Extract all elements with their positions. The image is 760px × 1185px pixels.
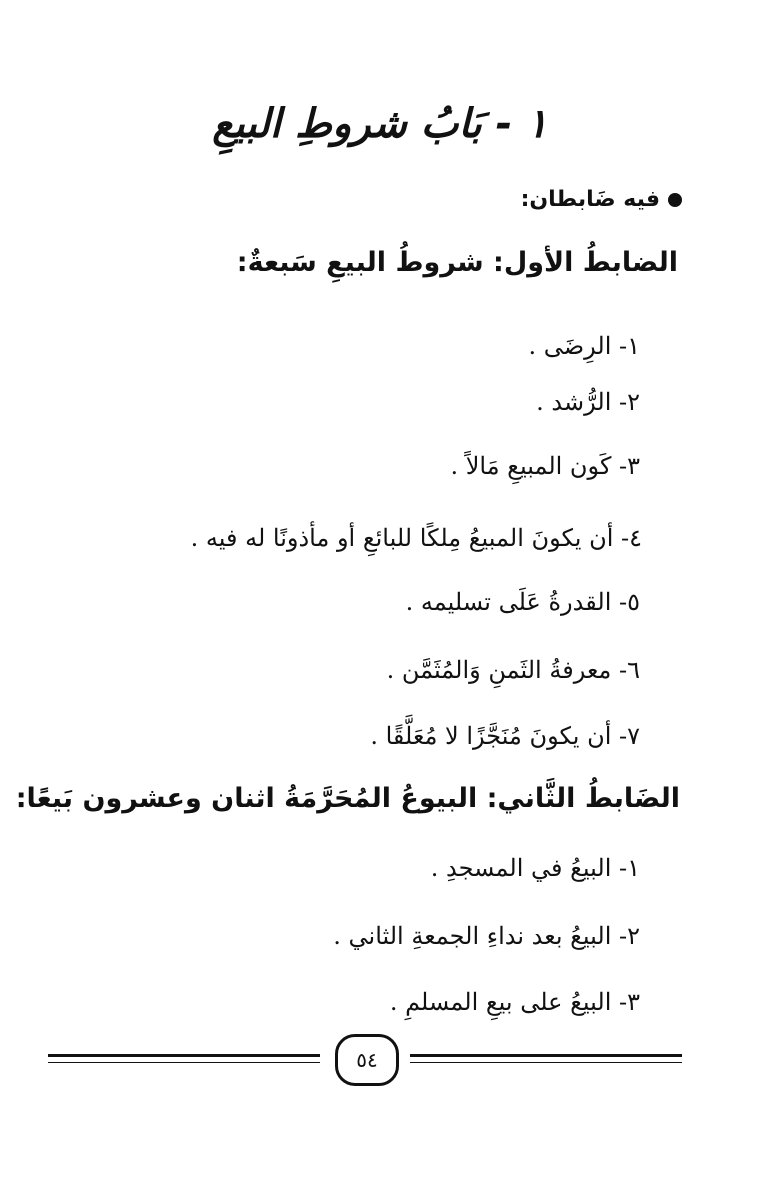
list-item: ٥- القدرةُ عَلَى تسليمه . [405,588,640,616]
list-item: ٢- البيعُ بعد نداءِ الجمعةِ الثاني . [333,922,640,950]
intro-line [62,182,682,218]
list-item: ٣- البيعُ على بيعِ المسلمِ . [389,988,640,1016]
page-number-badge [335,1034,399,1086]
chapter-title: ١ - بَابُ شروطِ البيعِ [212,101,548,147]
intro-text: فيه ضَابطان: [520,187,660,212]
list-item: ٤- أن يكونَ المبيعُ مِلكًا للبائعِ أو مأذونًا له فيه . [190,524,642,552]
list-item: ٣- كَون المبيعِ مَالاً . [450,452,640,480]
footer-rule-left-thin [48,1062,320,1063]
section1-heading: الضابطُ الأول: شروطُ البيعِ سَبعةٌ: [236,247,678,278]
list-item: ١- الرِضَى . [528,332,640,360]
page-number: ٥٤ [356,1048,378,1072]
footer-rule-left [48,1054,320,1057]
footer-rule-right [410,1054,682,1057]
list-item: ٦- معرفةُ الثَمنِ وَالمُثَمَّن . [386,656,640,684]
section2-heading: الضَابطُ الثَّاني: البيوعُ المُحَرَّمَةُ اثنان وعشرون بَيعًا: [15,783,680,814]
list-item: ١- البيعُ في المسجدِ . [430,854,640,882]
list-item: ٧- أن يكونَ مُنَجَّزًا لا مُعَلَّقًا . [370,722,640,750]
list-item: ٢- الرُّشد . [536,388,640,416]
footer-rule-right-thin [410,1062,682,1063]
bullet-dot-icon [668,193,682,207]
